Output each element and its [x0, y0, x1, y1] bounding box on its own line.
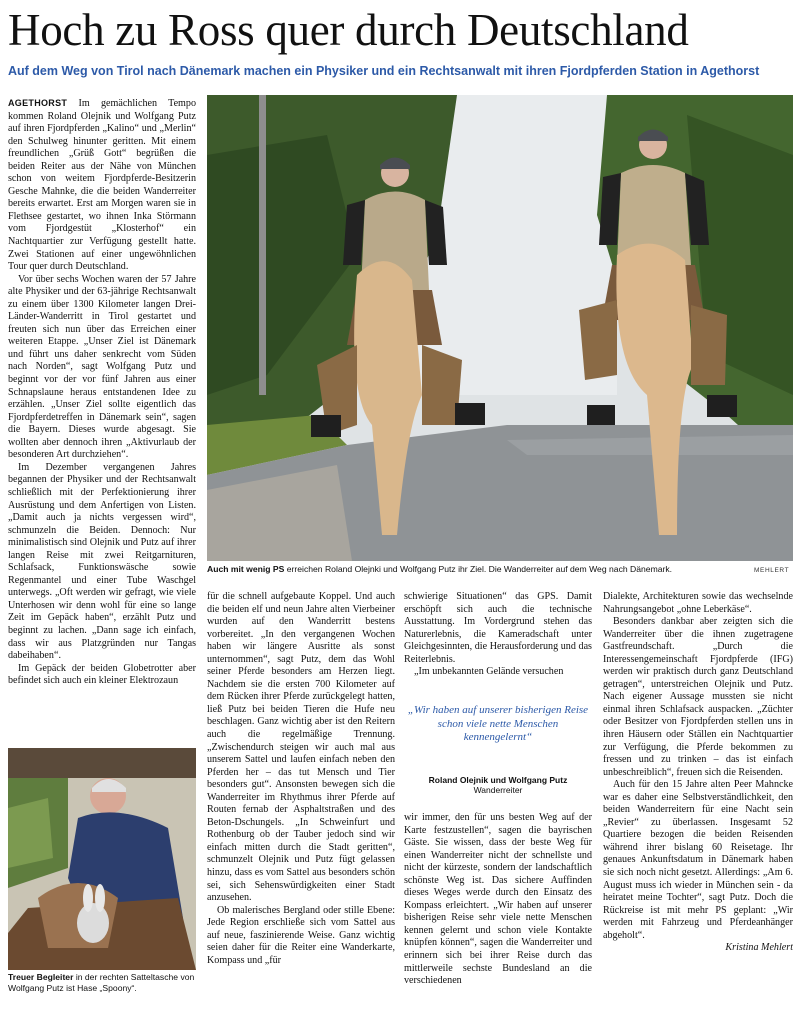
paragraph: Ob malerisches Bergland oder stille Ebene: Jede Region erschließe sich vom Sattel aus auf neue, faszinierende Weise. Ganz wichtig seien daher für die Reiter eine Wanderkarte, Kompass und „für — [207, 904, 395, 966]
text-column-3-top — [404, 591, 592, 691]
paragraph: für die schnell aufgebaute Koppel. Und auch die beiden elf und neun Jahre alten Vierbeiner wurden auf den Wanderritt bestens vorbereitet. „In den vergangenen Wochen haben wir längere Ausritte als sonst unternommen“, sagt Putz, dem das Wohl seiner Pferde besonders am Herzen liegt. Nachdem sie die ersten 700 Kilometer auf dem Rücken ihrer Pferde zurückgelegt hatten, ließ Putz bei beiden Tieren die Hufe neu beschlagen. Ganz wichtig aber ist den Reitern auch die regelmäßige Trennung. „Zwischendurch steigen wir auch mal aus unserem Sattel und laufen einfach neben den Pferden her – das tut Mensch und Tier besonders gut“. Ansonsten bewegen sich die Wanderreiter im Rhythmus ihrer Pferde auf Routen fernab der Asphaltstraßen und des Beton-Dschungels. „In Schweinfurt und Rothenburg ob der Tauber jedoch sind wir einfach mitten durch die Stadt geritten“, schmunzelt Olejnik und Putz fügt gelassen hinzu, dass es vom Sattel aus besonders schön sei, sich Sehenswürdigkeiten einer Stadt anzusehen. — [207, 591, 395, 904]
rider-with-rabbit-image — [8, 748, 196, 970]
small-photo — [8, 748, 196, 970]
paragraph: Auch für den 15 Jahre alten Peer Mahncke war es daher eine Selbstverständlichkeit, den beiden Wanderreitern für eine Nacht sein „Revier“ zu überlassen. Insgesamt 52 Quartiere bezogen die beiden Reisenden während ihrer bislang 60 Reisetage. Ihr genaues Ankunftsdatum in Dänemark haben sie sich noch nicht gesetzt. Allerdings: „Am 6. August muss ich wieder in München sein - da heiratet meine Tochter“, sagt Putz. Doch die Rückreise ist mit mehr PS geplant: „Wir werden mit Fahrzeug und Pferdeanhänger abgeholt“. — [603, 779, 793, 941]
author-byline: Kristina Mehlert — [725, 942, 793, 954]
small-photo-caption: Treuer Begleiter in der rechten Satteltasche von Wolfgang Putz ist Hase „Spoony“. — [8, 972, 195, 993]
pull-quote — [404, 704, 592, 796]
pull-quote-name: Roland Olejnik und Wolfgang Putz — [428, 774, 568, 785]
text-column-4 — [603, 591, 793, 1003]
text-column-1 — [8, 97, 196, 733]
paragraph: schwierige Situationen“ das GPS. Damit erschöpft sich auch die technische Ausstattung. Im Vordergrund stehen das Naturerlebnis, die Kameradschaft unter Gleichgesinnten, die Herausforderung und das Reiterlebnis. — [404, 591, 592, 665]
text-column-3-bottom — [404, 812, 592, 1002]
text-column-2 — [207, 591, 395, 999]
paragraph: wir immer, den für uns besten Weg auf der Karte festzustellen“, sagen die bayrischen Gäste. Sie wissen, dass der beste Weg für einen Wanderreiter nicht der schnellste und nicht der kürzeste, sondern der landschaftlich schönste Weg ist. Das sichere Auffinden dieses Weges werde durch den Einsatz des Kompass erleichtert. „Wir haben auf unserer bisherigen Reise sehr viele nette Menschen kennen gelernt und schon viele Kontakte knüpfen können“, sagen die Wanderreiter und erinnern sich bei ihrer Reise durch das mittlerweile sechste Bundesland an die verschiedenen — [404, 812, 592, 987]
paragraph: Dialekte, Architekturen sowie das wechselnde Nahrungsangebot „ohne Leberkäse“. — [603, 591, 793, 615]
headline: Hoch zu Ross quer durch Deutschland — [8, 5, 689, 55]
main-photo — [207, 95, 793, 561]
paragraph: „Im unbekannten Gelände versuchen — [414, 666, 564, 678]
main-photo-credit: MEHLERT — [754, 567, 790, 574]
pull-quote-role: Wanderreiter — [473, 784, 523, 795]
subline: Auf dem Weg von Tirol nach Dänemark machen ein Physiker und ein Rechtsanwalt mit ihren Fjordpferden Station in Agethorst — [8, 64, 760, 78]
paragraph: Im Dezember vergangenen Jahres begannen der Physiker und der Rechtsanwalt schließlich mit der Perfektionierung ihrer Ausrüstung und dem Anfertigen von Listen. „Damit auch ja nichts vergessen wird“, schmunzeln die Beiden. Dennoch: Nur minimalistisch sind Olejnik und Putz auf ihrer langen Reise mit zwei Reitgarnituren, Schlafsack, Funktionswäsche sowie Regenmantel und einer Tube Waschgel unterwegs. „Oft werden wir gefragt, wie viele Unterhosen wir denn wohl für eine so lange Zeit im Gepäck haben“, erzählt Putz und beginnt zu lachen. „Dann sage ich einfach, dass wir aus Platzgründen nur Tangas dabeihaben“. — [8, 461, 196, 662]
main-photo-caption: Auch mit wenig PS erreichen Roland Olejnki und Wolfgang Putz ihr Ziel. Die Wanderreiter auf dem Weg nach Dänemark. — [207, 564, 673, 574]
paragraph: Vor über sechs Wochen waren der 57 Jahre alte Physiker und der 63-jährige Rechtsanwalt zu einem über 1300 Kilometer langen Drei-Länder-Wanderritt in Tirol gestartet und freuten sich nun über das Erreichen einer weiteren Etappe. „Unser Ziel ist Dänemark und führt uns daher senkrecht vom Süden nach Norden“, sagt Wolfgang Putz und beginnt vor der vor fünf Jahren aus einer Schnapslaune heraus entstandenen Idee zu erzählen. „Unser Ziel sollte eigentlich das Fjordpferdetreffen in Dänemark sein“, sagen die Bayern. Dieses wurde abgesagt. Sie wollten aber dennoch ihren „Aktivurlaub der besonderen Art durchziehen“. — [8, 273, 196, 461]
paragraph: AGETHORST Im gemächlichen Tempo kommen Roland Olejnik und Wolfgang Putz auf ihren Fjordpferden „Kalino“ und „Merlin“ den Schulweg hinunter geritten. Mit einem freundlichen „Grüß Gott“ begrüßen die beiden Reiter aus der Nähe von München schon von weitem Fjordpferde-Besitzerin Gesche Mahnke, die die beiden Wanderreiter bereits erwartet. Erst am Morgen waren sie in Flethsee gestartet, wo ihnen Inka Störmann vom Fjordgestüt „Klosterhof“ ein Nachtquartier zur Verfügung gestellt hatte. Zwei Stationen auf einer ungewöhnlichen Tour quer durch Deutschland. — [8, 98, 196, 273]
riders-on-fjord-horses-image — [207, 95, 793, 561]
paragraph: Im Gepäck der beiden Globetrotter aber befindet sich auch ein kleiner Elektrozaun — [8, 662, 196, 687]
dateline: AGETHORST — [8, 98, 68, 108]
paragraph: Besonders dankbar aber zeigten sich die Wanderreiter über die ihnen zugetragene Gastfreundschaft. „Durch die Interessengemeinschaft Fjordpferde (IFG) werden wir praktisch durch ganz Deutschland getragen“, unterstreichen Olejnik und Putz. Nach eigener Aussage mussten sie nicht einmal ihren Schlafsack auspacken. „Züchter oder Besitzer von Fjordpferden stellen uns in ihren Häusern oder Ställen ein Nachtquartier zur Verfügung, die Pferde bekommen zu fressen und zu trinken – das ist einfach unbeschreiblich“, freuen sich die Reisenden. — [603, 616, 793, 778]
pull-quote-text: „Wir haben auf unserer bisherigen Reise schon viele nette Menschen kennengelernt“ — [407, 704, 589, 743]
